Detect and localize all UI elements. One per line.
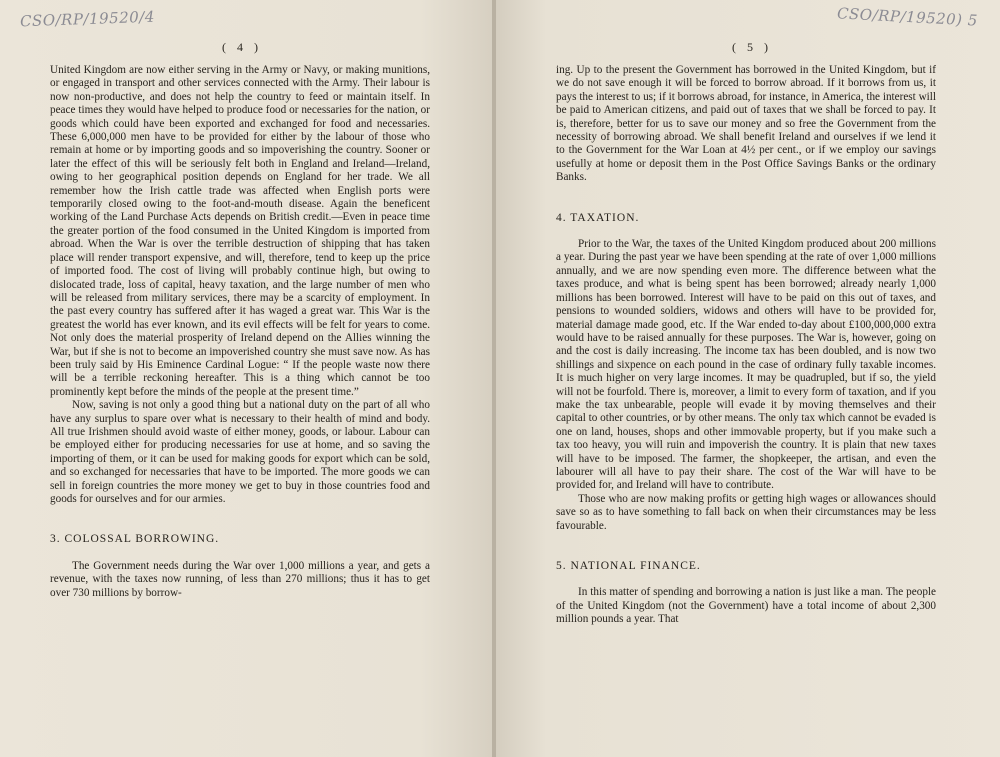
page-number-left: ( 4 ) <box>222 40 262 54</box>
page-number-right: ( 5 ) <box>732 40 772 54</box>
archive-reference-right: CSO/RP/19520) 5 <box>836 4 979 30</box>
section-heading-borrowing: 3. COLOSSAL BORROWING. <box>50 533 220 546</box>
right-page-body <box>556 64 936 627</box>
paragraph: United Kingdom are now either serving in the Army or Navy, or making munitions, or engaged in transport and other services connected with the Army. Their labour is now non-productive, and does not help the country to feed or maintain itself. In peace times they would have helped to produce food or necessaries for the nation, or goods which could have been exported and exchanged for food and necessaries. These 6,000,000 men have to be provided for either by the labour of those who remain at home or by importing goods and so impoverishing the country. Sooner or later the effect of this will be seriously felt both in England and Ireland—Ireland, owing to her geographical position depends on England for her trade. We all remember how the Irish cattle trade was affected when English ports were temporarily closed owing to the foot-and-mouth disease. Again the beneficent working of the Land Purchase Acts depends on British credit.—Even in peace time the greater portion of the food consumed in the United Kingdom is imported from abroad. When the War is over the terrible destruction of shipping that has taken place will render transport expensive, and will, therefore, tend to keep up the price of imported food. The cost of living will probably continue high, but owing to dislocated trade, loss of capital, heavy taxation, and the large number of men who will be released from military services, there may be a scarcity of employment. In the past every country has suffered after it has waged a great war. This War is the greatest the world has ever known, and its evil effects will be felt for years to come. Not only does the material prosperity of Ireland depend on the Allies winning the War, but if she is not to become an impoverished country she must save now. As has been truly said by His Eminence Cardinal Logue: “ If the people waste now there will be a terrible reckoning hereafter. This is a thing which cannot be too prominently kept before the minds of the people at the present time.” <box>50 64 430 398</box>
paragraph: Now, saving is not only a good thing but a national duty on the part of all who have any surplus to spare over what is necessary to their health of mind and body. All true Irishmen should avoid waste of either money, goods, or labour. Labour can be employed either for producing necessaries for use at home, and so saving the importing of them, or it can be used for making goods for export which can be sold, and so exchanged for necessaries that have to be imported. The more goods we can sell in foreign countries the more money we get to buy in those countries food and goods for ourselves and for our armies. <box>50 399 430 505</box>
paragraph: In this matter of spending and borrowing a nation is just like a man. The people of the United Kingdom (not the Government) have a total income of about 2,300 million pounds a year. That <box>556 586 936 626</box>
left-page-body <box>50 64 430 600</box>
paragraph: Those who are now making profits or getting high wages or allowances should save so as to have something to fall back on when their circumstances may be less favourable. <box>556 492 936 532</box>
paragraph: The Government needs during the War over 1,000 millions a year, and gets a revenue, with the taxes now running, of less than 270 millions; thus it has to get over 730 millions by borrow- <box>50 559 430 599</box>
section-heading-national-finance: 5. NATIONAL FINANCE. <box>556 560 701 572</box>
right-page <box>496 0 1000 757</box>
archive-reference-left: CSO/RP/19520/4 <box>19 7 156 31</box>
paragraph: Prior to the War, the taxes of the United Kingdom produced about 200 millions a year. During the past year we have been spending at the rate of over 1,000 millions annually, and we are now spending even more. The difference between what the taxes produce, and what is being spent has been borrowed; already nearly 1,000 millions has been borrowed. Interest will have to be paid on this out of taxes, and pensions to wounded soldiers, widows and others will have to be provided for, material damage made good, etc. If the War ended to-day about £100,000,000 extra would have to be raised annually for these purposes. The War is, however, going on and the cost is daily increasing. The income tax has been doubled, and is now two shillings and sixpence on each pound in the case of ordinary fully taxable incomes. It is much higher on very large incomes. It may be quadrupled, but if so, the yield will not be fourfold. There is, moreover, a limit to every form of taxation, and if you make the tax unbearable, people will evade it by moving themselves and their capital to other countries, or by other means. The only tax which cannot be evaded is one on land, houses, shops and other immovable property, but if you make such a tax too heavy, you will ruin and impoverish the country. It is plain that new taxes will have to be imposed. The farmer, the shopkeeper, the artisan, and even the labourer will all have to pay their share. The cost of the War will have to be provided for, and Ireland will have to contribute. <box>556 238 936 492</box>
left-page <box>0 0 494 757</box>
paragraph: ing. Up to the present the Government has borrowed in the United Kingdom, but if we do not save enough it will be forced to borrow abroad. If it borrows from us, it pays the interest to us; if it borrows abroad, for instance, in America, the interest will be paid to American citizens, and paid out of taxes that we shall be forced to pay. It is, therefore, better for us to save our money and so free the Government from the necessity of borrowing abroad. We shall benefit Ireland and ourselves if we lend it to the Government for the War Loan at 4½ per cent., or if we employ our savings usefully at home or deposit them in the Post Office Savings Banks or the ordinary Banks. <box>556 64 936 184</box>
section-heading-taxation: 4. TAXATION. <box>556 211 640 224</box>
